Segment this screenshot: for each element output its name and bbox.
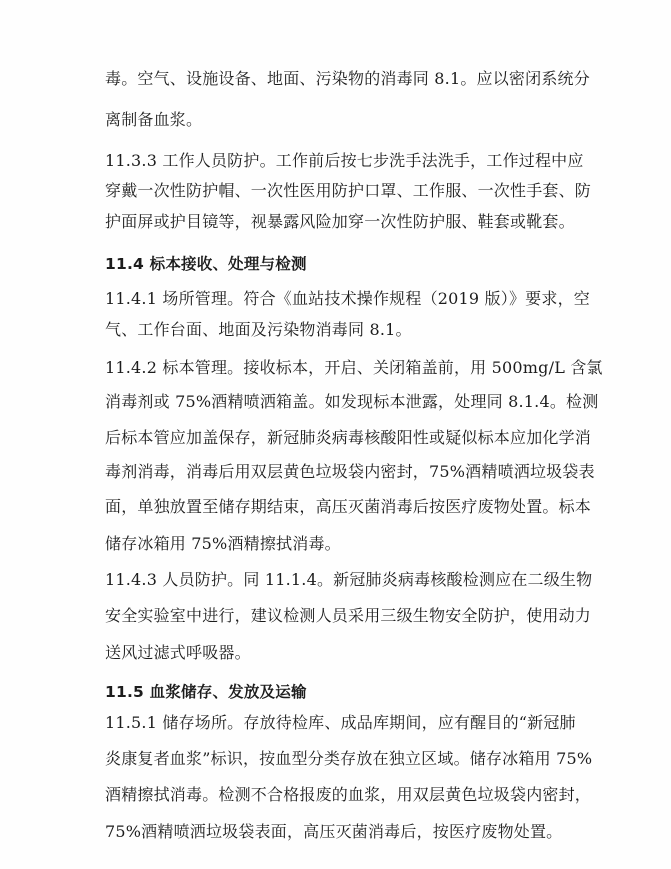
text-line: 离制备血浆。 bbox=[105, 110, 203, 129]
text-line: 储存冰箱用 75%酒精擦拭消毒。 bbox=[105, 534, 341, 553]
section-heading-11-5: 11.5 血浆储存、发放及运输 bbox=[105, 683, 307, 701]
text-line: 炎康复者血浆”标识，按血型分类存放在独立区域。储存冰箱用 75% bbox=[105, 749, 593, 768]
text-line: 11.4.2 标本管理。接收标本，开启、关闭箱盖前，用 500mg/L 含氯 bbox=[105, 358, 603, 377]
text-line: 11.4.3 人员防护。同 11.1.4。新冠肺炎病毒核酸检测应在二级生物 bbox=[105, 570, 593, 589]
text-line: 11.4.1 场所管理。符合《血站技术操作规程（2019 版）》要求，空 bbox=[105, 289, 590, 308]
text-line: 消毒剂或 75%酒精喷洒箱盖。如发现标本泄露，处理同 8.1.4。检测 bbox=[105, 392, 599, 411]
text-line: 后标本管应加盖保存，新冠肺炎病毒核酸阳性或疑似标本应加化学消 bbox=[105, 428, 592, 447]
text-line: 穿戴一次性防护帽、一次性医用防护口罩、工作服、一次性手套、防 bbox=[105, 181, 592, 200]
text-line: 毒剂消毒，消毒后用双层黄色垃圾袋内密封，75%酒精喷洒垃圾袋表 bbox=[105, 462, 595, 481]
text-line: 护面屏或护目镜等，视暴露风险加穿一次性防护服、鞋套或靴套。 bbox=[105, 212, 575, 231]
text-line: 75%酒精喷洒垃圾袋表面，高压灭菌消毒后，按医疗废物处置。 bbox=[105, 822, 563, 841]
text-line: 11.3.3 工作人员防护。工作前后按七步洗手法洗手，工作过程中应 bbox=[105, 151, 584, 170]
text-line: 气、工作台面、地面及污染物消毒同 8.1。 bbox=[105, 320, 412, 339]
text-line: 毒。空气、设施设备、地面、污染物的消毒同 8.1。应以密闭系统分 bbox=[105, 69, 590, 88]
text-line: 送风过滤式呼吸器。 bbox=[105, 643, 251, 662]
text-line: 面，单独放置至储存期结束，高压灭菌消毒后按医疗废物处置。标本 bbox=[105, 497, 592, 516]
text-line: 11.5.1 储存场所。存放待检库、成品库期间，应有醒目的“新冠肺 bbox=[105, 713, 576, 732]
text-line: 安全实验室中进行，建议检测人员采用三级生物安全防护，使用动力 bbox=[105, 606, 592, 625]
section-heading-11-4: 11.4 标本接收、处理与检测 bbox=[105, 255, 307, 273]
text-line: 酒精擦拭消毒。检测不合格报废的血浆，用双层黄色垃圾袋内密封， bbox=[105, 785, 592, 804]
